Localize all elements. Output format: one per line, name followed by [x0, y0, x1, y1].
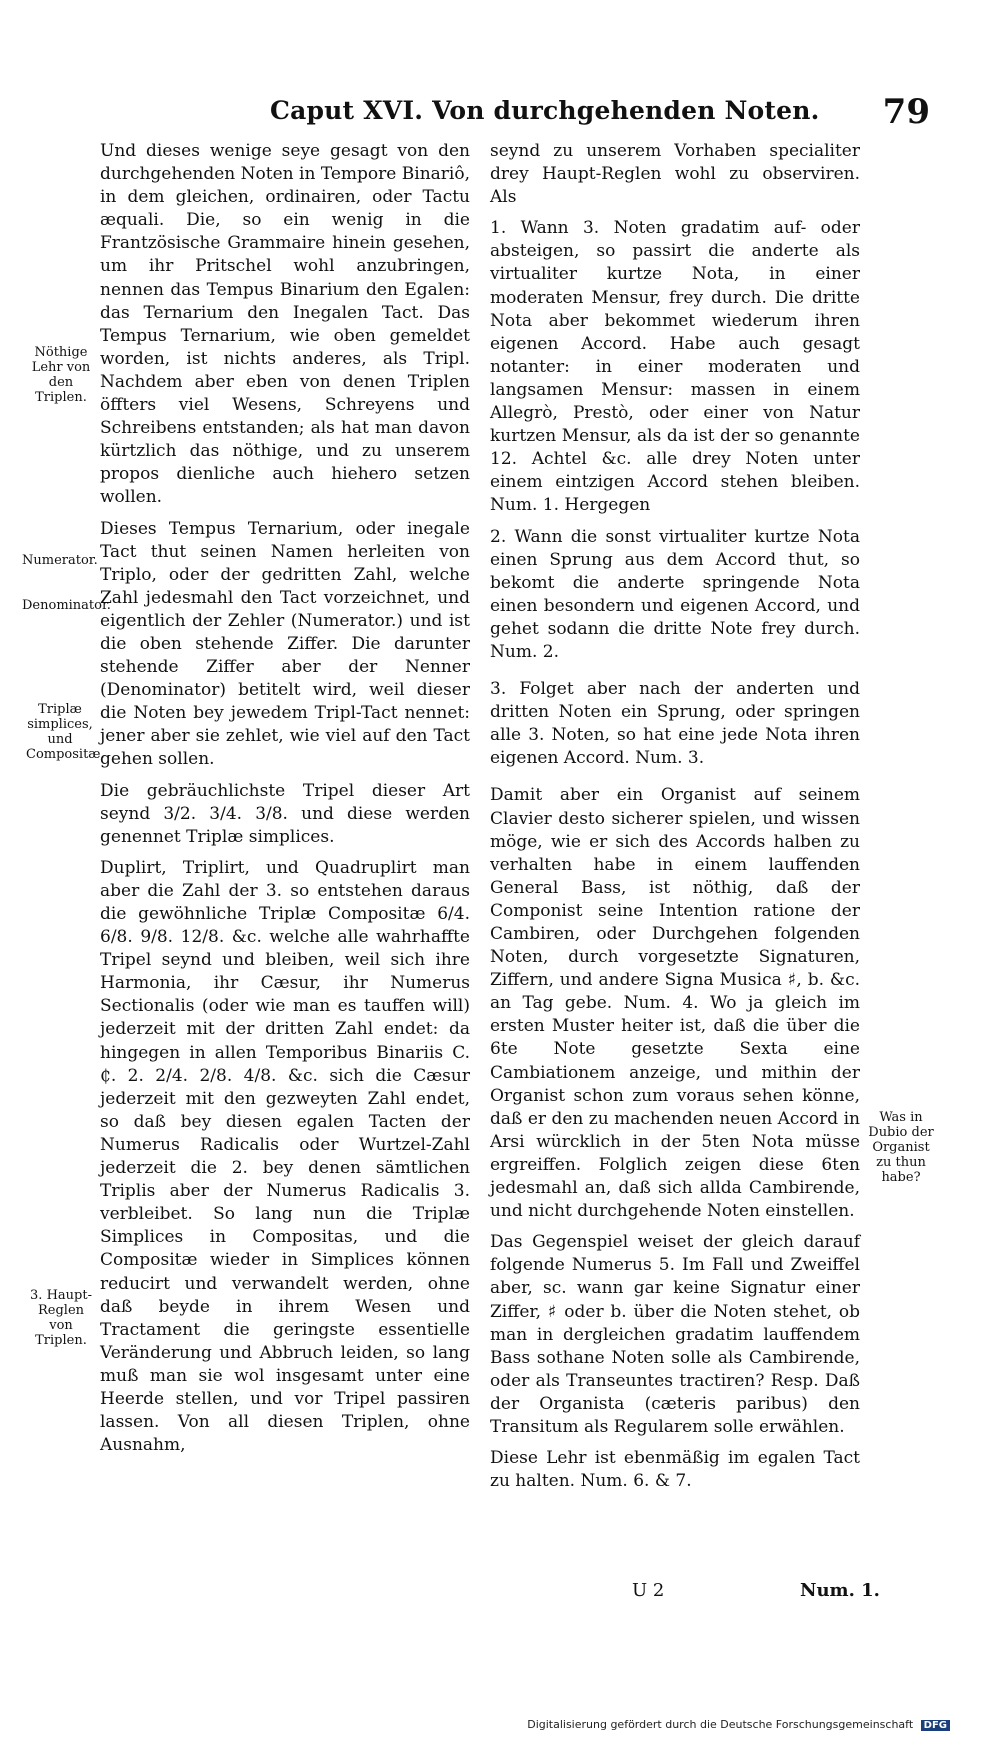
paragraph: Die gebräuchlichste Tripel dieser Art seynd 3/2. 3/4. 3/8. und diese werden genennet Triplæ simplices.: [100, 780, 470, 847]
right-column: [490, 140, 860, 1501]
left-column: [100, 140, 470, 1465]
catchword: Num. 1.: [800, 1580, 880, 1601]
margin-note: Nöthige Lehr von den Triplen.: [31, 345, 91, 405]
margin-note: Triplæ simplices, und Compositæ.: [26, 702, 105, 762]
margin-note: Denominator.: [22, 598, 111, 613]
margin-note: Was in Dubio der Organist zu thun habe?: [868, 1110, 934, 1185]
signature-mark: U 2: [632, 1580, 665, 1601]
margin-note: Numerator.: [22, 553, 98, 568]
paragraph: Und dieses wenige seye gesagt von den durchgehenden Noten in Tempore Binariô, in dem gleichen, ordinairen, oder Tactu æquali. Die, so ein wenig in die Frantzösische Grammaire hinein gesehen, um ihr Pritschel wohl anzubringen, nennen das Tempus Binarium den Egalen: das Ternarium den Inegalen Tact. Das Tempus Ternarium, wie oben gemeldet worden, ist nichts anderes, als Tripl. Nachdem aber eben von denen Triplen öffters viel Wesens, Schreyens und Schreibens entstanden; als hat man davon kürtzlich das nöthige, und zu unserem propos dienliche auch hiehero setzen wollen.: [100, 141, 470, 508]
page-title: Caput XVI. Von durchgehenden Noten.: [270, 96, 820, 125]
paragraph: 3. Folget aber nach der anderten und dritten Noten ein Sprung, oder springen alle 3. Noten, so hat eine jede Nota ihren eigenen Accord. Num. 3.: [490, 679, 860, 769]
paragraph: Damit aber ein Organist auf seinem Clavier desto sicherer spielen, und wissen möge, wie er sich des Accords halben zu verhalten habe in einem lauffenden General Bass, ist nöthig, daß der Componist seine Intention ratione der Cambiren, oder Durchgehen folgenden Noten, durch vorgesetzte Signaturen, Ziffern, und andere Signa Musica ♯, b. &c. an Tag gebe. Num. 4. Wo ja gleich im ersten Muster heiter ist, daß die über die 6te Note gesetzte Sexta eine Cambiationem anzeige, und mithin der Organist schon zum voraus sehen könne, daß er den zu machenden neuen Accord in Arsi würcklich in der 5ten Nota müsse ergreiffen. Folglich zeigen diese 6ten jedesmahl an, daß sich allda Cambirende, und nicht durchgehende Noten einstellen.: [490, 785, 860, 1222]
paragraph: Dieses Tempus Ternarium, oder inegale Tact thut seinen Namen herleiten von Triplo, oder der gedritten Zahl, welche Zahl jedesmahl den Tact vorzeichnet, und eigentlich der Zehler (Numerator.) und ist die oben stehende Ziffer. Die darunter stehende Ziffer aber der Nenner (Denominator) betitelt wird, weil dieser die Noten bey jewedem Tripl-Tact nennet: jener aber sie zehlet, wie viel auf den Tact gehen sollen.: [100, 518, 470, 770]
paragraph: Das Gegenspiel weiset der gleich darauf folgende Numerus 5. Im Fall und Zweiffel aber, sc. wann gar keine Signatur einer Ziffer, ♯ oder b. über die Noten stehet, ob man in dergleichen gradatim lauffendem Bass sothane Noten solle als Cambirende, oder als Transeuntes tractiren? Resp. Daß der Organista (cæteris paribus) den Transitum als Regularem solle erwählen.: [490, 1232, 860, 1437]
page-number: 79: [882, 92, 930, 132]
paragraph: 2. Wann die sonst virtualiter kurtze Nota einen Sprung aus dem Accord thut, so bekomt die anderte springende Nota einen besondern und eigenen Accord, und gehet sodann die dritte Note frey durch. Num. 2.: [490, 526, 860, 662]
credit-text: Digitalisierung gefördert durch die Deutsche Forschungsgemeinschaft: [527, 1718, 914, 1731]
paragraph: seynd zu unserem Vorhaben specialiter drey Haupt-Reglen wohl zu observiren. Als: [490, 141, 860, 208]
paragraph: Duplirt, Triplirt, und Quadruplirt man aber die Zahl der 3. so entstehen daraus die gewöhnliche Triplæ Compositæ 6/4. 6/8. 9/8. 12/8. &c. welche alle wahrhaffte Tripel seynd und bleiben, weil sich ihre Harmonia, ihr Cæsur, ihr Numerus Sectionalis (oder wie man es tauffen will) jederzeit mit der dritten Zahl endet: da hingegen in allen Temporibus Binariis C. ₵. 2. 2/4. 2/8. 4/8. &c. sich die Cæsur jederzeit mit den gezweyten Zahl endet, so daß bey diesen egalen Tacten der Numerus Radicalis oder Wurtzel-Zahl jederzeit die 2. bey denen sämtlichen Triplis aber der Numerus Radicalis 3. verbleibet. So lang nun die Triplæ Simplices in Compositas, und die Compositæ wieder in Simplices können reducirt und verwandelt werden, ohne daß beyde in ihrem Wesen und Tractament die geringste essentielle Veränderung und Abbruch leiden, so lang muß man sie wol insgesamt unter eine Heerde stellen, und vor Tripel passiren lassen. Von all diesen Triplen, ohne Ausnahm,: [100, 857, 470, 1456]
paragraph: 1. Wann 3. Noten gradatim auf- oder absteigen, so passirt die anderte als virtualiter kurtze Nota, in einer moderaten Mensur, frey durch. Die dritte Nota aber bekommet wiederum ihren eigenen Accord. Habe auch gesagt notanter: in einer moderaten und langsamen Mensur: massen in einem Allegrò, Prestò, oder einer von Natur kurtzen Mensur, als da ist der so genannte 12. Achtel &c. alle drey Noten unter einem eintzigen Accord stehen bleiben. Num. 1. Hergegen: [490, 218, 860, 516]
dfg-logo: DFG: [921, 1720, 950, 1731]
margin-note: 3. Haupt-Reglen von Triplen.: [30, 1288, 92, 1348]
digitization-credit: [527, 1718, 950, 1731]
running-header: [270, 92, 930, 142]
paragraph: Diese Lehr ist ebenmäßig im egalen Tact zu halten. Num. 6. & 7.: [490, 1448, 860, 1492]
